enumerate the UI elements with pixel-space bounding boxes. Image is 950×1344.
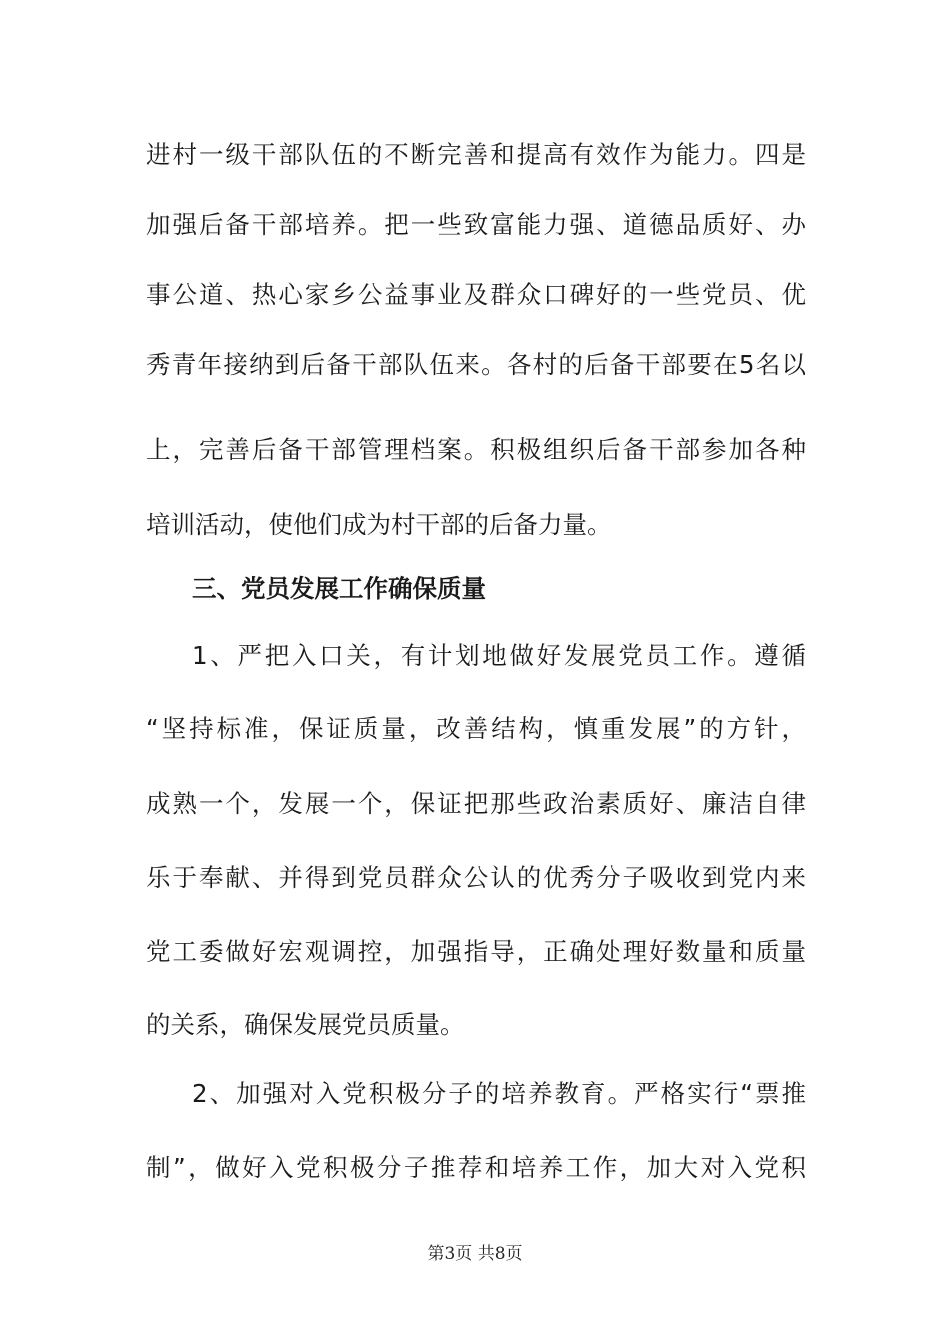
body-text-line: 进村一级干部队伍的不断完善和提高有效作为能力。四是 (146, 140, 806, 169)
body-text-line: 党工委做好宏观调控，加强指导，正确处理好数量和质量 (146, 937, 806, 966)
body-text-line: 上，完善后备干部管理档案。积极组织后备干部参加各种 (146, 435, 806, 464)
body-text-line: “坚持标准，保证质量，改善结构，慎重发展”的方针， (146, 714, 806, 743)
body-text-line: 事公道、热心家乡公益事业及群众口碑好的一些党员、优 (146, 280, 806, 309)
page-number-footer: 第3页 共8页 (427, 1244, 523, 1264)
paragraph-first-line: 1、严把入口关，有计划地做好发展党员工作。遵循 (192, 641, 806, 670)
paragraph-first-line: 2、加强对入党积极分子的培养教育。严格实行“票推 (192, 1079, 806, 1108)
section-heading: 三、党员发展工作确保质量 (192, 574, 486, 603)
body-text-line: 秀青年接纳到后备干部队伍来。各村的后备干部要在5名以 (146, 350, 806, 379)
body-text-line: 培训活动，使他们成为村干部的后备力量。 (146, 510, 612, 539)
body-text-line: 加强后备干部培养。把一些致富能力强、道德品质好、办 (146, 210, 806, 239)
body-text-line: 制”，做好入党积极分子推荐和培养工作，加大对入党积 (146, 1153, 806, 1182)
body-text-line: 的关系，确保发展党员质量。 (146, 1010, 465, 1039)
body-text-line: 成熟一个，发展一个，保证把那些政治素质好、廉洁自律 (146, 789, 806, 818)
body-text-line: 乐于奉献、并得到党员群众公认的优秀分子吸收到党内来 (146, 863, 806, 892)
